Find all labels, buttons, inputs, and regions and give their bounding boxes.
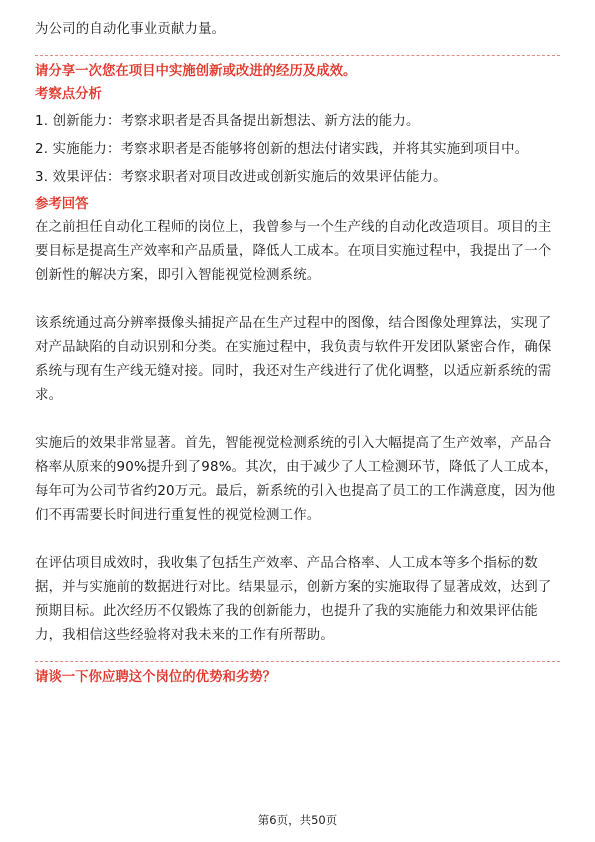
document-page <box>35 18 560 690</box>
question-2: 请谈一下你应聘这个岗位的优势和劣势？ <box>35 670 277 685</box>
page-footer: 第6页，共50页 <box>257 813 338 827</box>
answer-paragraph-3: 实施后的效果非常显著。首先，智能视觉检测系统的引入大幅提高了生产效率，产品合格率从原来的90%提升到了98%。其次，由于减少了人工检测环节，降低了人工成本，每年可为公司节省约20万元。最后，新系统的引入也提高了员工的工作满意度，因为他们不再需要长时间进行重复性的视觉检测工作。 <box>35 436 558 523</box>
question-1: 请分享一次您在项目中实施创新或改进的经历及成效。 <box>35 64 357 79</box>
analysis-item-3: 3. 效果评估：考察求职者对项目改进或创新实施后的效果评估能力。 <box>35 170 447 185</box>
analysis-item-1: 1. 创新能力：考察求职者是否具备提出新想法、新方法的能力。 <box>35 114 420 129</box>
separator-2 <box>35 661 560 662</box>
separator-1 <box>35 55 560 56</box>
answer-paragraph-4: 在评估项目成效时，我收集了包括生产效率、产品合格率、人工成本等多个指标的数据，并与实施前的数据进行对比。结果显示，创新方案的实施取得了显著成效，达到了预期目标。此次经历不仅锻炼了我的创新能力，也提升了我的实施能力和效果评估能力，我相信这些经验将对我未来的工作有所帮助。 <box>35 556 552 643</box>
intro-line: 为公司的自动化事业贡献力量。 <box>35 22 226 37</box>
answer-paragraph-2: 该系统通过高分辨率摄像头捕捉产品在生产过程中的图像，结合图像处理算法，实现了对产品缺陷的自动识别和分类。在实施过程中，我负责与软件开发团队紧密合作，确保系统与现有生产线无缝对接。同时，我还对生产线进行了优化调整，以适应新系统的需求。 <box>35 316 552 403</box>
answer-heading: 参考回答 <box>35 197 89 212</box>
answer-paragraph-1: 在之前担任自动化工程师的岗位上，我曾参与一个生产线的自动化改造项目。项目的主要目标是提高生产效率和产品质量，降低人工成本。在项目实施过程中，我提出了一个创新性的解决方案，即引入智能视觉检测系统。 <box>35 220 552 283</box>
analysis-heading: 考察点分析 <box>35 87 102 102</box>
analysis-item-2: 2. 实施能力：考察求职者是否能够将创新的想法付诸实践，并将其实施到项目中。 <box>35 142 529 157</box>
